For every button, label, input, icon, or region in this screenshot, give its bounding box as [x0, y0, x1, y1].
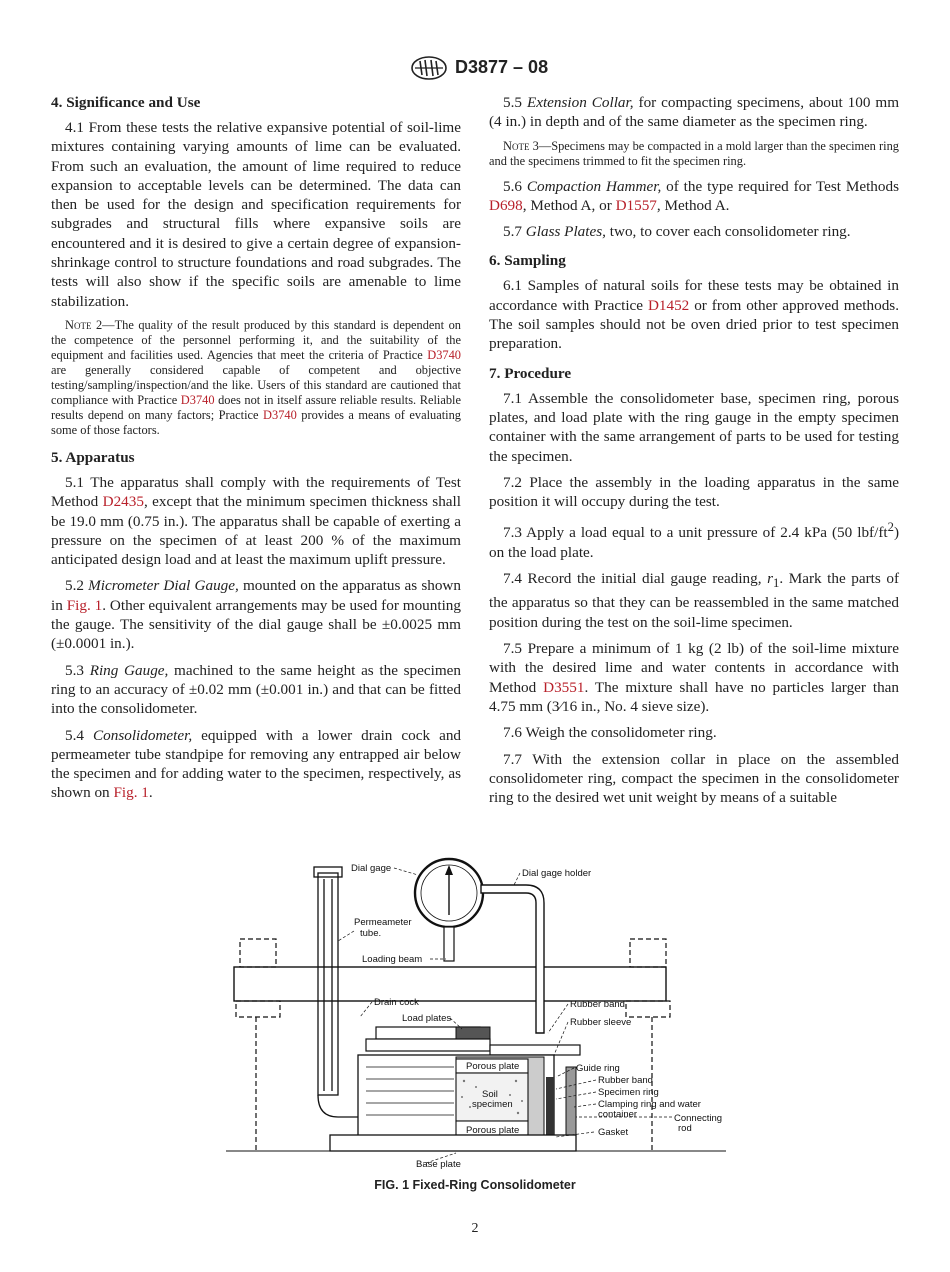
note-label: Note — [65, 317, 92, 332]
label-clamping-ring: Clamping ring and water — [598, 1099, 701, 1110]
link-d2435[interactable]: D2435 — [102, 493, 144, 511]
para-text: , Method A, or — [522, 196, 616, 214]
para-5-4 — [51, 726, 461, 803]
para-5-7 — [489, 222, 899, 241]
para-text: , except that the minimum specimen thickness shall be 19.0 mm (0.75 in.). The apparatus shall be capable of exerting a pressure on the specimen of at least 200 % of the maximum anticipated design load and at least the maximum uplift pressure. — [51, 493, 461, 569]
label-loading-beam: Loading beam — [362, 954, 423, 965]
loading-beam — [234, 967, 666, 1001]
note-2 — [51, 318, 461, 438]
link-d1557[interactable]: D1557 — [615, 196, 657, 214]
label-gasket: Gasket — [598, 1127, 629, 1138]
dial-gage-icon — [415, 859, 483, 961]
label-connecting: Connecting — [674, 1113, 723, 1124]
label-drain-cock: Drain cock — [374, 997, 419, 1008]
link-d698[interactable]: D698 — [489, 196, 523, 214]
para-text: two, to cover each consolidometer ring. — [605, 223, 851, 241]
label-load-plates: Load plates — [402, 1013, 452, 1024]
term: Compaction Hammer, — [526, 177, 662, 195]
permeameter-tube — [314, 867, 360, 1117]
label-porous-plate-top: Porous plate — [466, 1061, 520, 1072]
subscript: 1 — [773, 576, 780, 591]
para-text: . The mixture shall have no particles larger than 4.75 mm ( — [489, 678, 899, 715]
para-7-5 — [489, 639, 899, 716]
para-7-3 — [489, 518, 899, 562]
section-5-heading: 5. Apparatus — [51, 448, 135, 466]
para-text: equipped with a lower drain cock and permeameter tube standpipe for removing any entrapped air below the specimen and for adding water to the specimen, respectively, as shown on — [51, 726, 462, 802]
note-text: provides a means of evaluating some of those factors. — [51, 407, 461, 437]
para-text: 7.3 Apply a load equal to a unit pressure of 2.4 kPa (50 lbf/ft — [503, 524, 888, 542]
para-text: or from other approved methods. The soil samples should not be oven dried prior to test specimen preparation. — [489, 296, 899, 353]
para-7-7: 7.7 With the extension collar in place on the assembled consolidometer ring, compact the specimen in the consolidometer ring to the desired wet unit weight by means of a suitable — [489, 750, 899, 807]
label-rubber-sleeve: Rubber sleeve — [570, 1017, 632, 1028]
link-d1452[interactable]: D1452 — [647, 296, 690, 314]
page-number: 2 — [471, 1221, 479, 1236]
superscript: 2 — [887, 520, 894, 535]
standard-designation: D3877 – 08 — [455, 57, 549, 77]
right-column — [489, 93, 899, 814]
para-7-1: 7.1 Assemble the consolidometer base, specimen ring, porous plates, and load plate with the ring gauge in the empty specimen container with the same arrangement of parts to be used for testing the specimen. — [489, 389, 899, 465]
para-7-2: 7.2 Place the assembly in the loading apparatus in the same position it will occupy during the test. — [489, 473, 899, 511]
consolidometer-figure — [226, 845, 726, 1175]
para-text: 7.5 Prepare a minimum of 1 kg (2 lb) of the soil-lime mixture with the desired lime and water contents in accordance with Method — [489, 640, 899, 696]
para-text: . Mark the parts of the apparatus so that they can be reassembled in the same matched position during the test on the soil-lime specimen. — [489, 570, 900, 631]
section-6-heading: 6. Sampling — [489, 252, 566, 270]
para-text: ) on the load plate. — [489, 524, 899, 561]
para-text: for compacting specimens, about 100 mm (4 in.) in depth and of the same diameter as the specimen ring. — [489, 94, 900, 131]
dial-gage-holder — [481, 885, 544, 1033]
note-text: are generally considered capable of competent and objective testing/sampling/inspection/and the like. Users of this standard are cautioned that compliance with Practice — [51, 362, 461, 407]
para-5-2 — [51, 576, 461, 653]
para-number: 5.2 — [65, 577, 89, 595]
label-rubber-band-top: Rubber band — [570, 999, 625, 1010]
label-specimen-ring: Specimen ring — [598, 1087, 659, 1098]
term: Extension Collar, — [526, 94, 634, 111]
label-permeameter-tube: tube. — [360, 928, 382, 939]
para-text: of the type required for Test Methods — [661, 177, 899, 195]
note-text: 3—Specimens may be compacted in a mold larger than the specimen ring and the specimens trimmed to fit the specimen ring. — [489, 138, 899, 168]
para-text: , Method A. — [656, 196, 730, 214]
page-header — [0, 56, 950, 82]
term: Glass Plates, — [525, 223, 606, 241]
para-7-4 — [489, 569, 899, 632]
para-6-1 — [489, 276, 899, 353]
para-number: 5.5 — [503, 94, 527, 111]
para-5-5 — [489, 93, 899, 132]
note-3 — [489, 139, 899, 169]
link-fig-1[interactable]: Fig. 1 — [66, 596, 103, 614]
para-number: 5.4 — [65, 726, 93, 744]
para-5-6 — [489, 177, 899, 216]
term: Consolidometer, — [93, 726, 193, 744]
para-text: . Other equivalent arrangements may be used for mounting the gauge. The sensitivity of the dial gauge shall be ±0.0025 mm (±0.0001 in.). — [51, 596, 461, 653]
para-4-1: 4.1 From these tests the relative expansive potential of soil-lime mixtures containing varying amounts of lime can be evaluated. From such an evaluation, the amount of lime required to reduce expansion to acceptable levels can be determined. The data can then be used for the design and specification requirements for subgrades and structural fills where expansive soils are encountered and it is desired to give a certain degree of expansion-shrinkage control to structure foundations and road subgrades. The tests will also show if the specific soils are amenable to lime stabilization. — [51, 119, 461, 310]
figure-caption: FIG. 1 Fixed-Ring Consolidometer — [374, 1178, 576, 1192]
para-text: 7.4 Record the initial dial gauge reading, — [503, 570, 768, 588]
label-specimen: specimen — [472, 1099, 513, 1110]
astm-logo-icon — [409, 56, 449, 80]
para-text: 6.1 Samples of natural soils for these tests may be obtained in accordance with Practice — [489, 277, 899, 314]
term: Micrometer Dial Gauge, — [88, 577, 239, 595]
left-column — [51, 93, 461, 810]
label-container: container — [598, 1109, 638, 1120]
link-d3740[interactable]: D3740 — [427, 347, 461, 362]
section-7-heading: 7. Procedure — [489, 364, 572, 382]
link-fig-1[interactable]: Fig. 1 — [113, 784, 149, 802]
para-text: . — [148, 784, 153, 802]
link-d3740[interactable]: D3740 — [180, 392, 215, 407]
note-text: does not in itself assure reliable results. Reliable results depend on many factors; Practice — [51, 392, 461, 422]
label-permeameter: Permeameter — [354, 917, 412, 928]
term: Ring Gauge, — [89, 661, 169, 679]
label-rod: rod — [678, 1123, 692, 1134]
para-text: machined to the same height as the specimen ring to an accuracy of ±0.02 mm (±0.001 in.) and that can be fitted into the consolidometer. — [51, 661, 462, 718]
label-soil: Soil — [482, 1089, 498, 1100]
para-number: 5.3 — [65, 661, 90, 679]
label-dial-gage-holder: Dial gage holder — [522, 868, 592, 879]
variable: r — [767, 570, 774, 588]
label-base-plate: Base plate — [416, 1159, 461, 1170]
para-text: 5.1 The apparatus shall comply with the requirements of Test Method — [51, 473, 461, 511]
para-5-3 — [51, 661, 461, 719]
para-text: in., No. 4 sieve size). — [577, 697, 710, 715]
para-text: mounted on the apparatus as shown in — [51, 577, 461, 614]
note-label: Note — [503, 138, 530, 153]
fraction: 3⁄16 — [551, 697, 578, 715]
link-d3551[interactable]: D3551 — [543, 678, 585, 696]
para-7-6: 7.6 Weigh the consolidometer ring. — [503, 724, 717, 742]
label-guide-ring: Guide ring — [576, 1063, 620, 1074]
para-5-1 — [51, 473, 461, 569]
link-d3740[interactable]: D3740 — [263, 407, 297, 422]
base-plate — [330, 1135, 576, 1151]
para-number: 5.6 — [503, 177, 527, 195]
para-number: 5.7 — [503, 223, 526, 241]
section-4-heading: 4. Significance and Use — [51, 94, 201, 111]
label-rubber-band: Rubber band — [598, 1075, 653, 1086]
note-text: 2—The quality of the result produced by this standard is dependent on the competence of the personnel performing it, and the suitability of the equipment and facilities used. Agencies that meet the criteria of Practice — [51, 317, 461, 362]
label-porous-plate-bottom: Porous plate — [466, 1125, 520, 1136]
label-dial-gage: Dial gage — [351, 863, 392, 874]
